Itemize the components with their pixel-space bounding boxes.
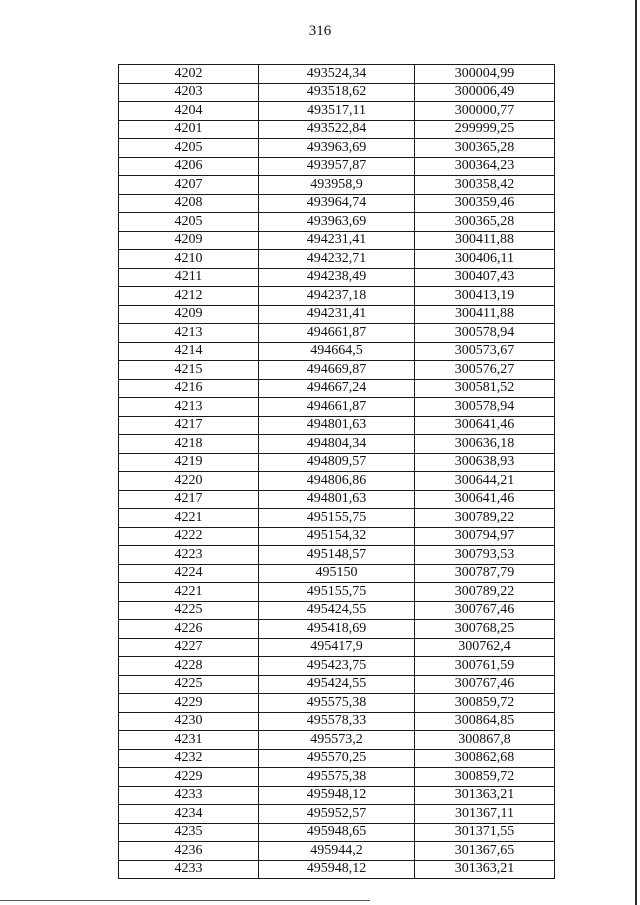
point-number-cell: 4216 (119, 379, 259, 398)
point-number-cell: 4209 (119, 305, 259, 324)
point-number-cell: 4208 (119, 194, 259, 213)
y-coordinate-cell: 300000,77 (415, 102, 555, 121)
point-number-cell: 4209 (119, 231, 259, 250)
x-coordinate-cell: 495424,55 (259, 601, 415, 620)
x-coordinate-cell: 494231,41 (259, 231, 415, 250)
point-number-cell: 4214 (119, 342, 259, 361)
table-row (119, 176, 555, 195)
table-row (119, 194, 555, 213)
table-row (119, 768, 555, 787)
y-coordinate-cell: 300859,72 (415, 694, 555, 713)
y-coordinate-cell: 300364,23 (415, 157, 555, 176)
x-coordinate-cell: 494664,5 (259, 342, 415, 361)
point-number-cell: 4221 (119, 509, 259, 528)
y-coordinate-cell: 300794,97 (415, 527, 555, 546)
y-coordinate-cell: 300767,46 (415, 601, 555, 620)
table-row (119, 749, 555, 768)
y-coordinate-cell: 300768,25 (415, 620, 555, 639)
table-row (119, 65, 555, 84)
point-number-cell: 4228 (119, 657, 259, 676)
y-coordinate-cell: 300793,53 (415, 546, 555, 565)
x-coordinate-cell: 495423,75 (259, 657, 415, 676)
x-coordinate-cell: 495578,33 (259, 712, 415, 731)
point-number-cell: 4225 (119, 601, 259, 620)
x-coordinate-cell: 495948,12 (259, 786, 415, 805)
y-coordinate-cell: 300407,43 (415, 268, 555, 287)
table-row (119, 638, 555, 657)
y-coordinate-cell: 300413,19 (415, 287, 555, 306)
table-row (119, 83, 555, 102)
y-coordinate-cell: 301367,65 (415, 842, 555, 861)
x-coordinate-cell: 493964,74 (259, 194, 415, 213)
y-coordinate-cell: 300641,46 (415, 416, 555, 435)
coordinates-table (118, 64, 555, 879)
y-coordinate-cell: 300641,46 (415, 490, 555, 509)
table-row (119, 139, 555, 158)
x-coordinate-cell: 495417,9 (259, 638, 415, 657)
table-row (119, 398, 555, 417)
table-row (119, 657, 555, 676)
table-row (119, 435, 555, 454)
x-coordinate-cell: 495575,38 (259, 768, 415, 787)
page-number: 316 (308, 23, 332, 39)
point-number-cell: 4218 (119, 435, 259, 454)
point-number-cell: 4204 (119, 102, 259, 121)
x-coordinate-cell: 493524,34 (259, 65, 415, 84)
point-number-cell: 4205 (119, 139, 259, 158)
point-number-cell: 4213 (119, 324, 259, 343)
x-coordinate-cell: 495573,2 (259, 731, 415, 750)
point-number-cell: 4233 (119, 786, 259, 805)
x-coordinate-cell: 495418,69 (259, 620, 415, 639)
table-row (119, 564, 555, 583)
y-coordinate-cell: 300411,88 (415, 305, 555, 324)
y-coordinate-cell: 299999,25 (415, 120, 555, 139)
x-coordinate-cell: 493957,87 (259, 157, 415, 176)
scan-edge-line (635, 0, 637, 905)
y-coordinate-cell: 300573,67 (415, 342, 555, 361)
table-row (119, 102, 555, 121)
y-coordinate-cell: 300006,49 (415, 83, 555, 102)
point-number-cell: 4205 (119, 213, 259, 232)
table-row (119, 712, 555, 731)
table-row (119, 823, 555, 842)
x-coordinate-cell: 494237,18 (259, 287, 415, 306)
y-coordinate-cell: 300406,11 (415, 250, 555, 269)
point-number-cell: 4234 (119, 805, 259, 824)
y-coordinate-cell: 301371,55 (415, 823, 555, 842)
table-row (119, 416, 555, 435)
table-row (119, 231, 555, 250)
point-number-cell: 4224 (119, 564, 259, 583)
point-number-cell: 4217 (119, 416, 259, 435)
y-coordinate-cell: 300576,27 (415, 361, 555, 380)
x-coordinate-cell: 495948,65 (259, 823, 415, 842)
point-number-cell: 4220 (119, 472, 259, 491)
y-coordinate-cell: 300762,4 (415, 638, 555, 657)
table-row (119, 527, 555, 546)
table-row (119, 490, 555, 509)
x-coordinate-cell: 494801,63 (259, 490, 415, 509)
y-coordinate-cell: 300638,93 (415, 453, 555, 472)
table-row (119, 842, 555, 861)
point-number-cell: 4211 (119, 268, 259, 287)
y-coordinate-cell: 300862,68 (415, 749, 555, 768)
x-coordinate-cell: 494232,71 (259, 250, 415, 269)
table-row (119, 805, 555, 824)
y-coordinate-cell: 300864,85 (415, 712, 555, 731)
table-row (119, 453, 555, 472)
x-coordinate-cell: 495150 (259, 564, 415, 583)
y-coordinate-cell: 300365,28 (415, 213, 555, 232)
point-number-cell: 4203 (119, 83, 259, 102)
table-row (119, 601, 555, 620)
y-coordinate-cell: 300359,46 (415, 194, 555, 213)
y-coordinate-cell: 300004,99 (415, 65, 555, 84)
x-coordinate-cell: 495952,57 (259, 805, 415, 824)
point-number-cell: 4225 (119, 675, 259, 694)
table-row (119, 379, 555, 398)
x-coordinate-cell: 495155,75 (259, 583, 415, 602)
x-coordinate-cell: 495575,38 (259, 694, 415, 713)
y-coordinate-cell: 300644,21 (415, 472, 555, 491)
point-number-cell: 4221 (119, 583, 259, 602)
x-coordinate-cell: 494669,87 (259, 361, 415, 380)
point-number-cell: 4223 (119, 546, 259, 565)
x-coordinate-cell: 495424,55 (259, 675, 415, 694)
table-row (119, 287, 555, 306)
table-row (119, 675, 555, 694)
table-row (119, 731, 555, 750)
table-row (119, 620, 555, 639)
point-number-cell: 4219 (119, 453, 259, 472)
y-coordinate-cell: 300636,18 (415, 435, 555, 454)
y-coordinate-cell: 300789,22 (415, 583, 555, 602)
x-coordinate-cell: 493518,62 (259, 83, 415, 102)
point-number-cell: 4206 (119, 157, 259, 176)
x-coordinate-cell: 494667,24 (259, 379, 415, 398)
table-row (119, 583, 555, 602)
x-coordinate-cell: 493963,69 (259, 213, 415, 232)
y-coordinate-cell: 301363,21 (415, 860, 555, 879)
table-row (119, 694, 555, 713)
point-number-cell: 4227 (119, 638, 259, 657)
footer-rule (0, 900, 370, 901)
x-coordinate-cell: 495155,75 (259, 509, 415, 528)
table-row (119, 250, 555, 269)
x-coordinate-cell: 494661,87 (259, 398, 415, 417)
point-number-cell: 4217 (119, 490, 259, 509)
table-row (119, 546, 555, 565)
point-number-cell: 4212 (119, 287, 259, 306)
point-number-cell: 4229 (119, 768, 259, 787)
x-coordinate-cell: 495148,57 (259, 546, 415, 565)
point-number-cell: 4222 (119, 527, 259, 546)
y-coordinate-cell: 300365,28 (415, 139, 555, 158)
y-coordinate-cell: 300859,72 (415, 768, 555, 787)
table-row (119, 509, 555, 528)
point-number-cell: 4202 (119, 65, 259, 84)
table-row (119, 860, 555, 879)
point-number-cell: 4213 (119, 398, 259, 417)
point-number-cell: 4207 (119, 176, 259, 195)
coordinates-table-body (119, 65, 555, 879)
y-coordinate-cell: 300578,94 (415, 324, 555, 343)
y-coordinate-cell: 300867,8 (415, 731, 555, 750)
table-row (119, 472, 555, 491)
point-number-cell: 4235 (119, 823, 259, 842)
x-coordinate-cell: 493522,84 (259, 120, 415, 139)
table-row (119, 120, 555, 139)
table-row (119, 342, 555, 361)
x-coordinate-cell: 494809,57 (259, 453, 415, 472)
point-number-cell: 4201 (119, 120, 259, 139)
y-coordinate-cell: 300767,46 (415, 675, 555, 694)
x-coordinate-cell: 494801,63 (259, 416, 415, 435)
x-coordinate-cell: 495154,32 (259, 527, 415, 546)
y-coordinate-cell: 300411,88 (415, 231, 555, 250)
x-coordinate-cell: 495944,2 (259, 842, 415, 861)
x-coordinate-cell: 494238,49 (259, 268, 415, 287)
point-number-cell: 4229 (119, 694, 259, 713)
y-coordinate-cell: 301363,21 (415, 786, 555, 805)
table-row (119, 361, 555, 380)
point-number-cell: 4210 (119, 250, 259, 269)
y-coordinate-cell: 300761,59 (415, 657, 555, 676)
y-coordinate-cell: 300789,22 (415, 509, 555, 528)
table-row (119, 213, 555, 232)
y-coordinate-cell: 300787,79 (415, 564, 555, 583)
y-coordinate-cell: 300581,52 (415, 379, 555, 398)
point-number-cell: 4231 (119, 731, 259, 750)
x-coordinate-cell: 495948,12 (259, 860, 415, 879)
table-row (119, 157, 555, 176)
point-number-cell: 4232 (119, 749, 259, 768)
point-number-cell: 4215 (119, 361, 259, 380)
point-number-cell: 4236 (119, 842, 259, 861)
x-coordinate-cell: 494231,41 (259, 305, 415, 324)
x-coordinate-cell: 495570,25 (259, 749, 415, 768)
x-coordinate-cell: 493517,11 (259, 102, 415, 121)
y-coordinate-cell: 300578,94 (415, 398, 555, 417)
table-row (119, 305, 555, 324)
table-row (119, 786, 555, 805)
point-number-cell: 4226 (119, 620, 259, 639)
point-number-cell: 4233 (119, 860, 259, 879)
x-coordinate-cell: 493963,69 (259, 139, 415, 158)
table-row (119, 324, 555, 343)
y-coordinate-cell: 301367,11 (415, 805, 555, 824)
x-coordinate-cell: 493958,9 (259, 176, 415, 195)
x-coordinate-cell: 494806,86 (259, 472, 415, 491)
y-coordinate-cell: 300358,42 (415, 176, 555, 195)
table-row (119, 268, 555, 287)
x-coordinate-cell: 494804,34 (259, 435, 415, 454)
point-number-cell: 4230 (119, 712, 259, 731)
x-coordinate-cell: 494661,87 (259, 324, 415, 343)
